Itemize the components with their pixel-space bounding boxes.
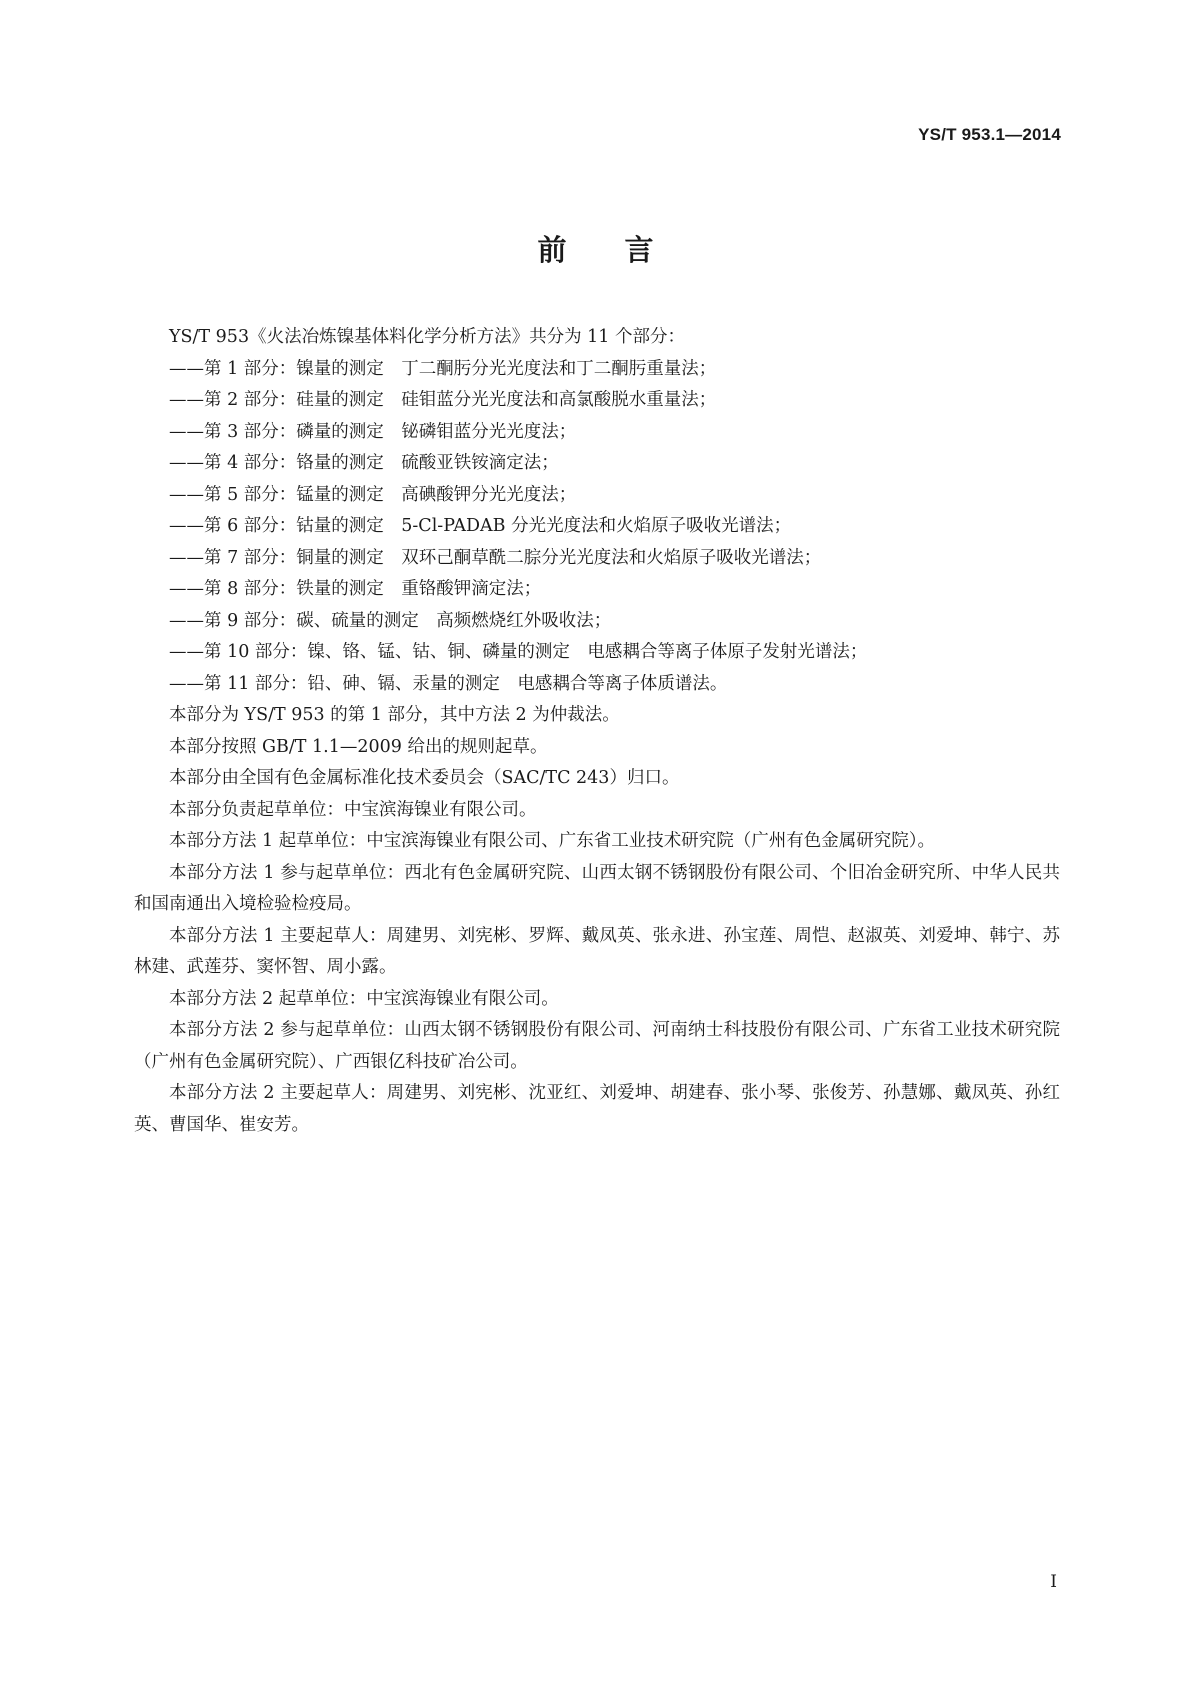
list-item-part-1: ——第 1 部分：镍量的测定 丁二酮肟分光光度法和丁二酮肟重量法； [169,358,717,379]
standard-code: YS/T 953.1—2014 [918,125,1061,144]
list-item-part-11: ——第 11 部分：铅、砷、镉、汞量的测定 电感耦合等离子体质谱法。 [169,673,728,694]
paragraph-method1-drafters: 本部分方法 1 主要起草人：周建男、刘宪彬、罗辉、戴凤英、张永进、孙宝莲、周恺、赵淑英、刘爱坤、韩宁、苏林建、武莲芬、窦怀智、周小露。 [134,925,1060,977]
paragraph-method2-participating-units: 本部分方法 2 参与起草单位：山西太钢不锈钢股份有限公司、河南纳士科技股份有限公司、广东省工业技术研究院（广州有色金属研究院）、广西银亿科技矿冶公司。 [134,1020,1060,1072]
paragraph-responsible-unit: 本部分负责起草单位：中宝滨海镍业有限公司。 [169,799,537,820]
list-item-part-2: ——第 2 部分：硅量的测定 硅钼蓝分光光度法和高氯酸脱水重量法； [169,390,717,410]
paragraph-method2-drafting-units: 本部分方法 2 起草单位：中宝滨海镍业有限公司。 [169,988,559,1009]
paragraph-technical-committee: 本部分由全国有色金属标准化技术委员会（SAC/TC 243）归口。 [169,768,680,788]
list-item-part-5: ——第 5 部分：锰量的测定 高碘酸钾分光光度法； [169,484,577,505]
list-item-part-10: ——第 10 部分：镍、铬、锰、钴、铜、磷量的测定 电感耦合等离子体原子发射光谱法； [169,642,868,662]
list-item-part-6: ——第 6 部分：钴量的测定 5-Cl-PADAB 分光光度法和火焰原子吸收光谱法； [169,516,792,536]
paragraph-method2-drafters: 本部分方法 2 主要起草人：周建男、刘宪彬、沈亚红、刘爱坤、胡建春、张小琴、张俊芳、孙慧娜、戴凤英、孙红英、曹国华、崔安芳。 [134,1083,1060,1135]
paragraph-drafting-rules: 本部分按照 GB/T 1.1—2009 给出的规则起草。 [169,736,548,757]
page-number: I [1050,1572,1057,1592]
list-item-part-3: ——第 3 部分：磷量的测定 铋磷钼蓝分光光度法； [169,421,577,442]
foreword-body [134,322,1060,1141]
list-item-part-7: ——第 7 部分：铜量的测定 双环己酮草酰二腙分光光度法和火焰原子吸收光谱法； [169,547,822,568]
list-item-part-9: ——第 9 部分：碳、硫量的测定 高频燃烧红外吸收法； [169,610,612,631]
list-item-part-8: ——第 8 部分：铁量的测定 重铬酸钾滴定法； [169,579,542,599]
paragraph-method1-participating-units: 本部分方法 1 参与起草单位：西北有色金属研究院、山西太钢不锈钢股份有限公司、个旧冶金研究所、中华人民共和国南通出入境检验检疫局。 [134,862,1060,914]
paragraph-arbitration-method: 本部分为 YS/T 953 的第 1 部分，其中方法 2 为仲裁法。 [169,705,620,725]
list-item-part-4: ——第 4 部分：铬量的测定 硫酸亚铁铵滴定法； [169,453,559,473]
paragraph-method1-drafting-units: 本部分方法 1 起草单位：中宝滨海镍业有限公司、广东省工业技术研究院（广州有色金属研究院）。 [169,831,936,851]
intro-paragraph: YS/T 953《火法冶炼镍基体料化学分析方法》共分为 11 个部分： [169,327,685,347]
page-title: 前言 [537,233,712,267]
